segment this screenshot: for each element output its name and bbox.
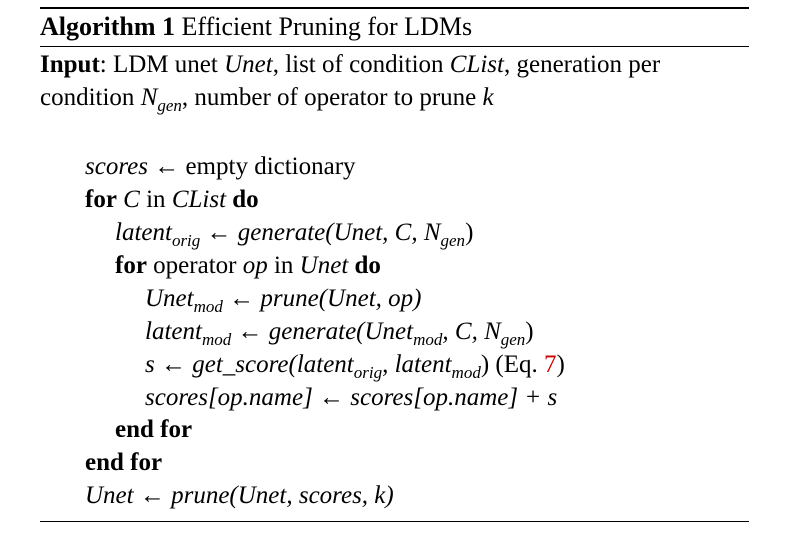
line-code bbox=[145, 316, 534, 350]
code-token: , C, N bbox=[442, 318, 501, 345]
input-k: k bbox=[482, 84, 494, 111]
code-subscript: mod bbox=[451, 363, 481, 382]
input-unet: Unet bbox=[224, 51, 273, 78]
code-subscript: gen bbox=[440, 231, 466, 250]
algorithm-label: Algorithm 1 bbox=[40, 12, 176, 41]
code-token: ← generate(Unet bbox=[231, 318, 414, 345]
code-token: ) bbox=[525, 318, 534, 345]
code-token: ← prune(Unet, op) bbox=[222, 285, 422, 312]
code-subscript: mod bbox=[413, 330, 443, 349]
code-subscript: orig bbox=[353, 363, 383, 382]
code-token: latent bbox=[115, 219, 172, 246]
code-token: ← generate(Unet, C, N bbox=[200, 219, 441, 246]
input-line-2 bbox=[40, 81, 752, 114]
line-code bbox=[115, 217, 473, 251]
input-ngen-sub: gen bbox=[157, 96, 182, 115]
equation-ref-text: (Eq. bbox=[489, 351, 545, 378]
code-token: , latent bbox=[382, 351, 452, 378]
input-text: LDM unet bbox=[106, 51, 225, 78]
code-subscript: orig bbox=[171, 231, 201, 250]
input-text: , list of condition bbox=[272, 51, 450, 78]
code-subscript: mod bbox=[193, 297, 223, 316]
keyword-end-for: end for bbox=[85, 449, 163, 476]
input-text: , generation per bbox=[503, 51, 661, 78]
keyword-for: for bbox=[115, 252, 147, 279]
code-subscript: mod bbox=[201, 330, 232, 349]
keyword-do: do bbox=[226, 186, 259, 213]
equation-ref-text: ) bbox=[556, 351, 565, 378]
bottom-rule bbox=[40, 521, 749, 522]
code-token: in bbox=[139, 186, 172, 213]
code-token: op bbox=[242, 252, 268, 279]
input-colon: : bbox=[99, 51, 107, 78]
line-code: scores[op.name] ← scores[op.name] + s bbox=[145, 384, 558, 411]
input-label: Input bbox=[40, 51, 100, 78]
line-code bbox=[85, 184, 259, 216]
middle-rule bbox=[40, 46, 749, 47]
input-text: condition bbox=[40, 84, 141, 111]
code-token: s ← get_score(latent bbox=[145, 351, 354, 378]
code-token: scores bbox=[85, 153, 148, 180]
input-line-1 bbox=[40, 48, 752, 81]
code-token: latent bbox=[145, 318, 202, 345]
code-token: CList bbox=[171, 186, 227, 213]
code-token: Unet bbox=[145, 285, 194, 312]
code-subscript: gen bbox=[500, 330, 526, 349]
input-text: , number of operator to prune bbox=[181, 84, 483, 111]
algorithm-header bbox=[40, 9, 472, 45]
code-token: in bbox=[267, 252, 300, 279]
line-code bbox=[145, 283, 421, 317]
input-block bbox=[40, 48, 752, 114]
code-token: operator bbox=[146, 252, 243, 279]
code-token: ) bbox=[465, 219, 474, 246]
code-token: ← empty dictionary bbox=[147, 153, 356, 180]
keyword-for: for bbox=[85, 186, 117, 213]
code-token: C bbox=[116, 186, 140, 213]
code-token: ) bbox=[480, 351, 490, 378]
line-code bbox=[145, 349, 565, 383]
equation-ref-link[interactable]: 7 bbox=[544, 351, 557, 378]
keyword-end-for: end for bbox=[115, 416, 193, 443]
algorithm-title: Efficient Pruning for LDMs bbox=[181, 12, 473, 41]
code-token: Unet bbox=[299, 252, 349, 279]
line-code bbox=[85, 151, 356, 183]
line-code: Unet ← prune(Unet, scores, k) bbox=[85, 482, 394, 509]
keyword-do: do bbox=[348, 252, 381, 279]
line-code bbox=[115, 250, 381, 282]
input-clist: CList bbox=[449, 51, 504, 78]
input-ngen: N bbox=[140, 84, 158, 111]
